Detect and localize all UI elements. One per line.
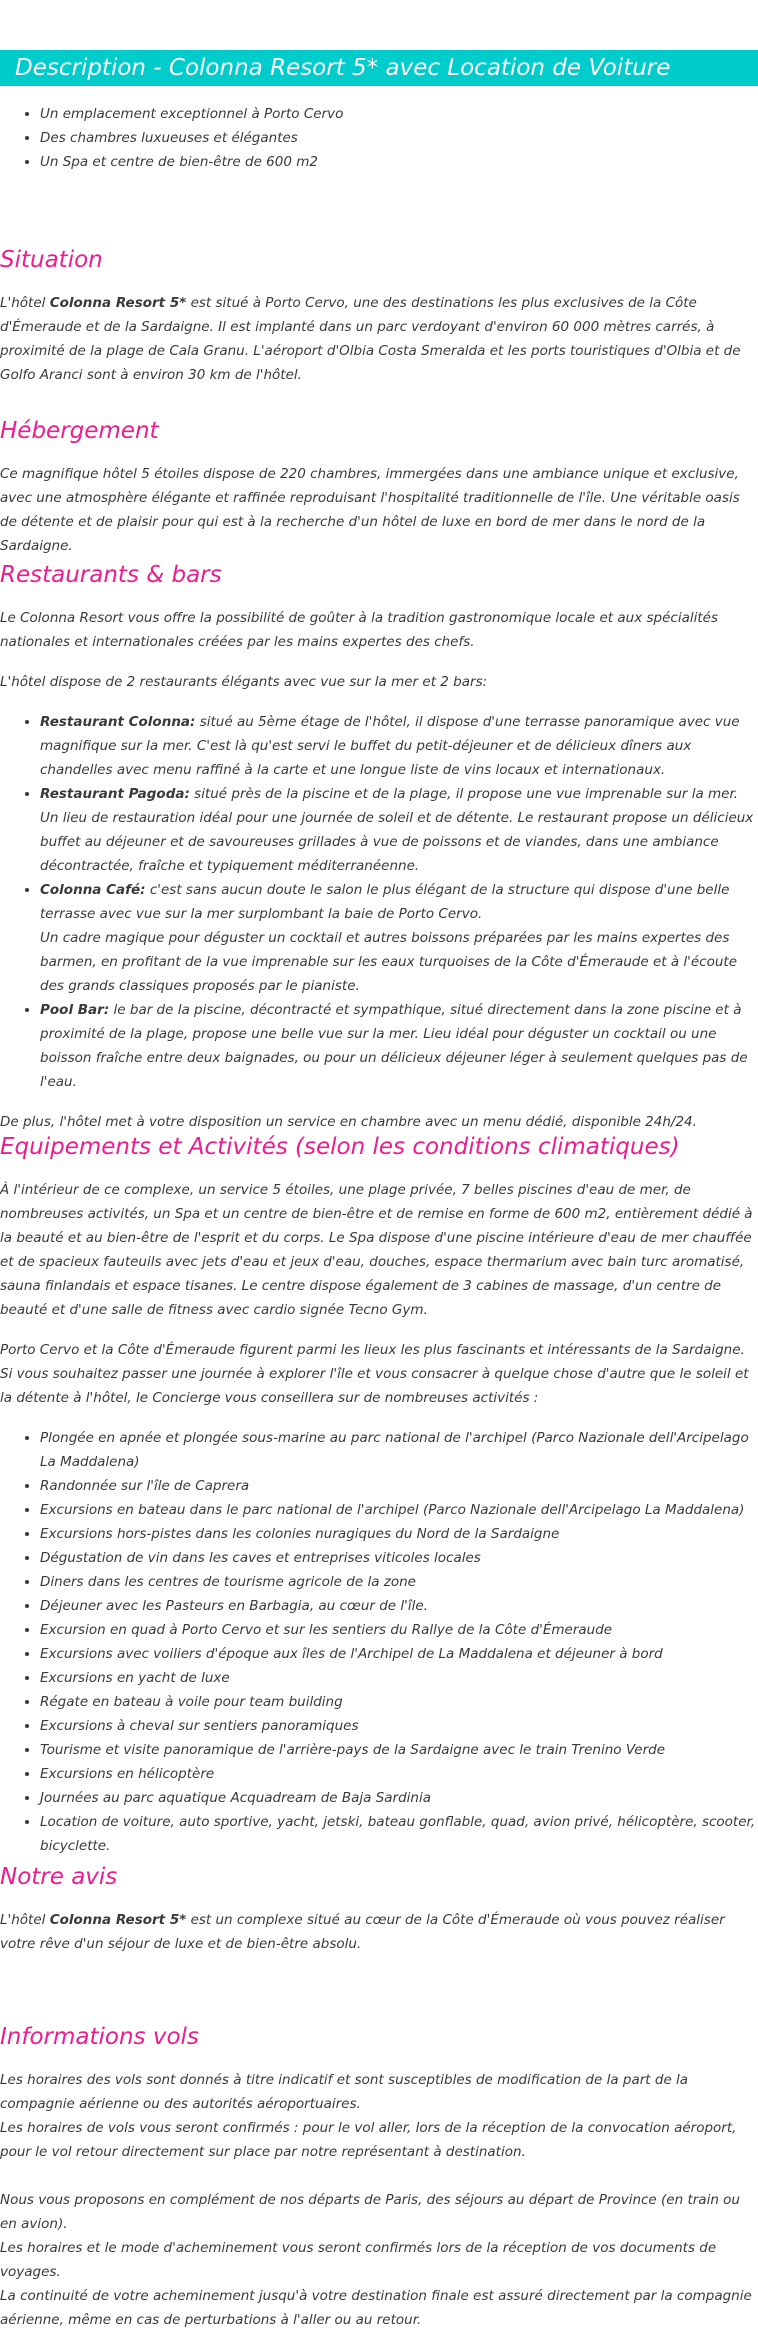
avis-text: L'hôtel Colonna Resort 5* est un complexe situé au cœur de la Côte d'Émeraude où vous pouvez réaliser votre rêve d'un séjour de luxe et de bien-être absolu. xyxy=(0,1912,725,1952)
equipements-text-2: Porto Cervo et la Côte d'Émeraude figurent parmi les lieux les plus fascinants et intéressants de la Sardaigne. Si vous souhaitez passer une journée à explorer l'île et vous consacrer à quelque chose d'autre que le soleil et la détente à l'hôtel, le Concierge vous conseillera sur de nombreuses activités : xyxy=(0,1342,749,1406)
hebergement-heading: Hébergement xyxy=(0,418,159,444)
hebergement-section xyxy=(0,416,758,558)
list-item: • Excursions en bateau dans le parc national de l'archipel (Parco Nazionale dell'Arcipelago La Maddalena) xyxy=(40,1498,758,1522)
list-item: • Un emplacement exceptionnel à Porto Cervo xyxy=(40,102,758,126)
list-item: • Journées au parc aquatique Acquadream de Baja Sardinia xyxy=(40,1786,758,1810)
restaurants-heading: Restaurants & bars xyxy=(0,562,222,588)
restaurants-intro: Le Colonna Resort vous offre la possibilité de goûter à la tradition gastronomique locale et aux spécialités nationales et internationales créées par les mains expertes des chefs. xyxy=(0,610,718,650)
situation-text: L'hôtel Colonna Resort 5* est situé à Porto Cervo, une des destinations les plus exclusives de la Côte d'Émeraude et de la Sardaigne. Il est implanté dans un parc verdoyant d'environ 60 000 mètres carrés, à proximité de la plage de Cala Granu. L'aéroport d'Olbia Costa Smeralda et les ports touristiques d'Olbia et de Golfo Aranci sont à environ 30 km de l'hôtel. xyxy=(0,295,741,383)
restaurants-list xyxy=(0,710,758,1094)
list-item: • Des chambres luxueuses et élégantes xyxy=(40,126,758,150)
list-item: • Régate en bateau à voile pour team building xyxy=(40,1690,758,1714)
list-item: • Restaurant Pagoda: situé près de la piscine et de la plage, il propose une vue imprenable sur la mer. Un lieu de restauration idéal pour une journée de soleil et de détente. Le restaurant propose un délicieux buffet au déjeuner et de savoureuses grillades à vue de poissons et de viandes, dans une ambiance décontractée, fraîche et typiquement méditerranéenne. xyxy=(40,782,758,878)
vols-section xyxy=(0,2022,758,2332)
list-item: • Tourisme et visite panoramique de l'arrière-pays de la Sardaigne avec le train Trenino Verde xyxy=(40,1738,758,1762)
vols-text-2: Nous vous proposons en complément de nos départs de Paris, des séjours au départ de Province (en train ou en avion). Les horaires et le mode d'acheminement vous seront confirmés lors de la réception de vos documents de voyages. La continuité de votre acheminement jusqu'à votre destination finale est assuré directement par la compagnie aérienne, même en cas de perturbations à l'aller ou au retour. xyxy=(0,2192,752,2328)
list-item: • Restaurant Colonna: situé au 5ème étage de l'hôtel, il dispose d'une terrasse panoramique avec vue magnifique sur la mer. C'est là qu'est servi le buffet du petit-déjeuner et de délicieux dîners aux chandelles avec menu raffiné à la carte et une longue liste de vins locaux et internationaux. xyxy=(40,710,758,782)
restaurants-outro: De plus, l'hôtel met à votre disposition un service en chambre avec un menu dédié, disponible 24h/24. xyxy=(0,1114,697,1130)
highlights-list xyxy=(0,102,758,174)
list-item: • Un Spa et centre de bien-être de 600 m2 xyxy=(40,150,758,174)
list-item: • Diners dans les centres de tourisme agricole de la zone xyxy=(40,1570,758,1594)
list-item: • Colonna Café: c'est sans aucun doute le salon le plus élégant de la structure qui dispose d'une belle terrasse avec vue sur la mer surplombant la baie de Porto Cervo. Un cadre magique pour déguster un cocktail et autres boissons préparées par les mains expertes des barmen, en profitant de la vue imprenable sur les eaux turquoises de la Côte d'Émeraude et à l'écoute des grands classiques proposés par le pianiste. xyxy=(40,878,758,998)
list-item: • Randonnée sur l'île de Caprera xyxy=(40,1474,758,1498)
highlights-section xyxy=(0,102,758,174)
list-item: • Excursion en quad à Porto Cervo et sur les sentiers du Rallye de la Côte d'Émeraude xyxy=(40,1618,758,1642)
list-item: • Excursions à cheval sur sentiers panoramiques xyxy=(40,1714,758,1738)
avis-heading: Notre avis xyxy=(0,1864,118,1890)
list-item: • Location de voiture, auto sportive, yacht, jetski, bateau gonflable, quad, avion privé, hélicoptère, scooter, bicyclette. xyxy=(40,1810,758,1858)
banner-title: Description - Colonna Resort 5* avec Location de Voiture xyxy=(15,55,671,81)
hebergement-text: Ce magnifique hôtel 5 étoiles dispose de 220 chambres, immergées dans une ambiance unique et exclusive, avec une atmosphère élégante et raffinée reproduisant l'hospitalité traditionnelle de l'île. Une véritable oasis de détente et de plaisir pour qui est à la recherche d'un hôtel de luxe en bord de mer dans le nord de la Sardaigne. xyxy=(0,466,740,554)
list-item: • Plongée en apnée et plongée sous-marine au parc national de l'archipel (Parco Nazionale dell'Arcipelago La Maddalena) xyxy=(40,1426,758,1474)
equipements-section xyxy=(0,1132,758,1858)
hotel-name: Colonna Resort 5* xyxy=(49,295,187,311)
list-item: • Déjeuner avec les Pasteurs en Barbagia, au cœur de l'île. xyxy=(40,1594,758,1618)
activities-list xyxy=(0,1426,758,1858)
restaurants-intro2: L'hôtel dispose de 2 restaurants élégants avec vue sur la mer et 2 bars: xyxy=(0,674,488,690)
list-item: • Pool Bar: le bar de la piscine, décontracté et sympathique, situé directement dans la zone piscine et à proximité de la plage, propose une belle vue sur la mer. Lieu idéal pour déguster un cocktail ou une boisson fraîche entre deux baignades, ou pour un délicieux déjeuner léger à seulement quelques pas de l'eau. xyxy=(40,998,758,1094)
restaurants-section xyxy=(0,560,758,1134)
list-item: • Excursions avec voiliers d'époque aux îles de l'Archipel de La Maddalena et déjeuner à bord xyxy=(40,1642,758,1666)
equipements-text-1: À l'intérieur de ce complexe, un service 5 étoiles, une plage privée, 7 belles piscines d'eau de mer, de nombreuses activités, un Spa et un centre de bien-être et de remise en forme de 600 m2, entièrement dédié à la beauté et au bien-être de l'esprit et du corps. Le Spa dispose d'une piscine intérieure d'eau de mer chauffée et de spacieux fauteuils avec jets d'eau et jeux d'eau, douches, espace thermarium avec bain turc aromatisé, sauna finlandais et espace tisanes. Le centre dispose également de 3 cabines de massage, d'un centre de beauté et d'une salle de fitness avec cardio signée Tecno Gym. xyxy=(0,1182,753,1318)
description-banner xyxy=(0,50,758,86)
list-item: • Excursions en yacht de luxe xyxy=(40,1666,758,1690)
vols-text-1: Les horaires des vols sont donnés à titre indicatif et sont susceptibles de modification de la part de la compagnie aérienne ou des autorités aéroportuaires. Les horaires de vols vous seront confirmés : pour le vol aller, lors de la réception de la convocation aéroport, pour le vol retour directement sur place par notre représentant à destination. xyxy=(0,2072,737,2160)
list-item: • Excursions hors-pistes dans les colonies nuragiques du Nord de la Sardaigne xyxy=(40,1522,758,1546)
equipements-heading: Equipements et Activités (selon les conditions climatiques) xyxy=(0,1134,680,1160)
avis-section xyxy=(0,1862,758,1956)
list-item: • Excursions en hélicoptère xyxy=(40,1762,758,1786)
list-item: • Dégustation de vin dans les caves et entreprises viticoles locales xyxy=(40,1546,758,1570)
vols-heading: Informations vols xyxy=(0,2024,199,2050)
situation-section xyxy=(0,245,758,387)
hotel-name: Colonna Resort 5* xyxy=(49,1912,187,1928)
situation-heading: Situation xyxy=(0,247,103,273)
